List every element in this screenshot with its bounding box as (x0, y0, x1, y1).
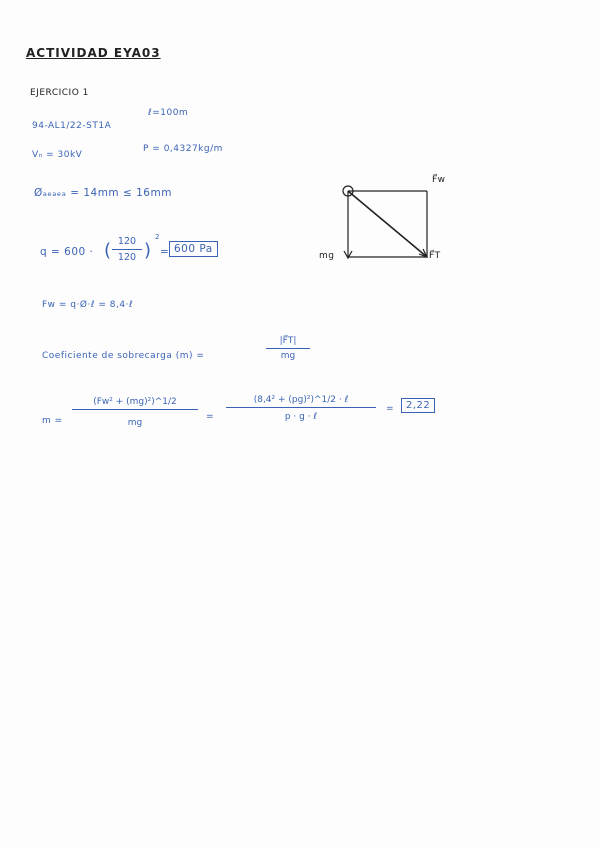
final-den-2: p · g · ℓ (284, 412, 318, 422)
wind-force: Fw = q·Ø·ℓ = 8,4·ℓ (42, 300, 134, 310)
fw-label: F⃗w (432, 175, 446, 185)
pressure-paren-close: ) (144, 240, 152, 261)
resultant-force-arrow (348, 191, 427, 257)
exercise-label: EJERCICIO 1 (30, 88, 89, 98)
pressure-paren-open: ( (104, 240, 112, 261)
pressure-lhs: q = 600 · (40, 246, 94, 258)
overload-den: mg (280, 351, 296, 361)
overload-num: |F⃗T| (279, 336, 297, 346)
diameter-condition: Øₐₑₐₑₐ = 14mm ≤ 16mm (34, 187, 172, 199)
nominal-voltage: Vₙ = 30kV (32, 150, 83, 160)
final-num-2: (8,4² + (pg)²)^1/2 · ℓ (253, 395, 349, 405)
pressure-equals: = (160, 246, 170, 258)
final-result: 2,22 (401, 398, 435, 413)
page-title: ACTIVIDAD EYA03 (26, 46, 161, 60)
final-lhs: m = (42, 416, 63, 426)
linear-density: P = 0,4327kg/m (143, 144, 223, 154)
pressure-frac-num: 120 (117, 236, 137, 247)
ft-label: F⃗T (429, 251, 441, 261)
overload-label: Coeficiente de sobrecarga (m) = (42, 351, 205, 361)
pressure-frac-den: 120 (117, 252, 137, 263)
cable-designation: 94-AL1/22-ST1A (32, 121, 112, 131)
line-length: ℓ=100m (148, 108, 189, 118)
pressure-result: 600 Pa (169, 241, 218, 257)
final-den-1: mg (127, 418, 143, 428)
final-num-1: (Fw² + (mg)²)^1/2 (93, 397, 177, 407)
pressure-exponent: 2 (155, 233, 160, 241)
mg-label: mg (319, 251, 335, 261)
final-equals-2: = (386, 404, 395, 414)
final-equals-1: = (206, 412, 215, 422)
